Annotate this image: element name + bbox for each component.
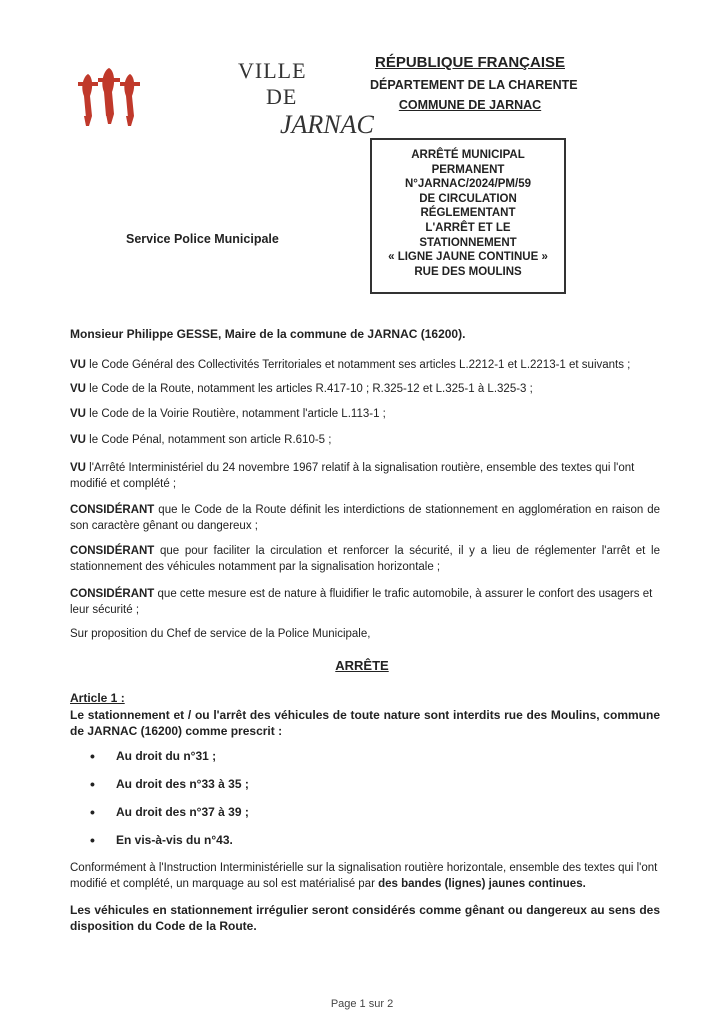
vu-paragraph [70,381,660,397]
arrete-box-line: DE CIRCULATION [419,192,517,205]
considerant-paragraph [70,586,660,618]
vu-lead: VU [70,383,86,395]
proposition-line: Sur proposition du Chef de service de la Police Municipale, [70,628,371,640]
vu-lead: VU [70,462,86,474]
considerant-paragraph [70,543,660,575]
conformement-bold: des bandes (lignes) jaunes continues. [378,878,586,890]
article-1-bullet-list [70,748,249,860]
list-item: • En vis-à-vis du n°43. [70,832,249,860]
arrete-box-line: ARRÊTÉ MUNICIPAL [411,149,525,161]
logo-emblem-icon [76,56,156,136]
article-1-intro: Le stationnement et / ou l'arrêt des véhicules de toute nature sont interdits rue des Moulins, commune de JARNAC (16200) comme prescrit : [70,708,660,738]
considerant-lead: CONSIDÉRANT [70,588,155,600]
considerant-lead: CONSIDÉRANT [70,545,155,557]
arrete-box-line: STATIONNEMENT [419,236,517,249]
vu-text: le Code de la Route, notamment les articles R.417-10 ; R.325-12 et L.325-1 à L.325-3 ; [85,383,533,395]
jarnac-logo [76,56,374,139]
arrete-reference-box [370,138,566,294]
conformement-paragraph [70,860,660,892]
logo-line-jarnac: JARNAC [280,110,374,139]
final-paragraph: Les véhicules en stationnement irrégulier seront considérés comme gênant ou dangereux au sens des disposition du Code de la Route. [70,903,660,933]
vu-text: l'Arrêté Interministériel du 24 novembre 1967 relatif à la signalisation routière, ensemble des textes qui l'ont modifié et complété ; [70,462,635,490]
considerant-text: que pour faciliter la circulation et renforcer la sécurité, il y a lieu de réglementer l'arrêt et le stationnement des véhicules notamment par la signalisation horizontale ; [70,545,660,573]
vu-text: le Code de la Voirie Routière, notamment l'article L.113-1 ; [85,408,386,420]
vu-lead: VU [70,359,86,371]
logo-line-ville: VILLE [238,58,307,83]
vu-lead: VU [70,408,86,420]
vu-paragraph [70,406,660,422]
article-1-heading: Article 1 : [70,691,125,705]
considerant-lead: CONSIDÉRANT [70,504,155,516]
considerant-text: que le Code de la Route définit les interdictions de stationnement en agglomération en raison de son caractère gênant ou dangereux ; [70,504,660,532]
departement-title: DÉPARTEMENT DE LA CHARENTE [370,78,578,92]
vu-paragraph [70,357,660,373]
arrete-box-line: N°JARNAC/2024/PM/59 [404,178,532,191]
page-number: Page 1 sur 2 [330,998,394,1010]
vu-text: le Code Pénal, notamment son article R.610-5 ; [85,434,332,446]
vu-paragraph [70,432,660,448]
list-item: • Au droit du n°31 ; [70,748,249,776]
republique-title: RÉPUBLIQUE FRANÇAISE [374,54,565,71]
maire-line: Monsieur Philippe GESSE, Maire de la commune de JARNAC (16200). [70,327,466,341]
conformement-text: Conformément à l'Instruction Interministérielle sur la signalisation routière horizontale, ensemble des textes qui l'ont modifié et complété, un marquage au sol est matérialisé par [70,862,658,890]
vu-text: le Code Général des Collectivités Territoriales et notamment ses articles L.2212-1 et L.2213-1 et suivants ; [85,359,631,371]
arrete-box-line: RUE DES MOULINS [414,265,522,278]
list-item: • Au droit des n°33 à 35 ; [70,776,249,804]
arrete-box-line: « LIGNE JAUNE CONTINUE » [388,251,548,264]
vu-paragraph [70,460,660,492]
considerant-paragraph [70,502,660,534]
arrete-box-line: RÉGLEMENTANT [420,207,516,220]
vu-lead: VU [70,434,86,446]
commune-title: COMMUNE DE JARNAC [398,98,542,112]
logo-line-de: DE [266,84,298,109]
service-label: Service Police Municipale [126,232,279,246]
arrete-heading: ARRÊTE [335,658,389,673]
arrete-box-line: L'ARRÊT ET LE [425,221,511,234]
considerant-text: que cette mesure est de nature à fluidifier le trafic automobile, à assurer le confort des usagers et leur sécurité ; [70,588,653,616]
list-item: • Au droit des n°37 à 39 ; [70,804,249,832]
arrete-box-line: PERMANENT [431,163,505,176]
